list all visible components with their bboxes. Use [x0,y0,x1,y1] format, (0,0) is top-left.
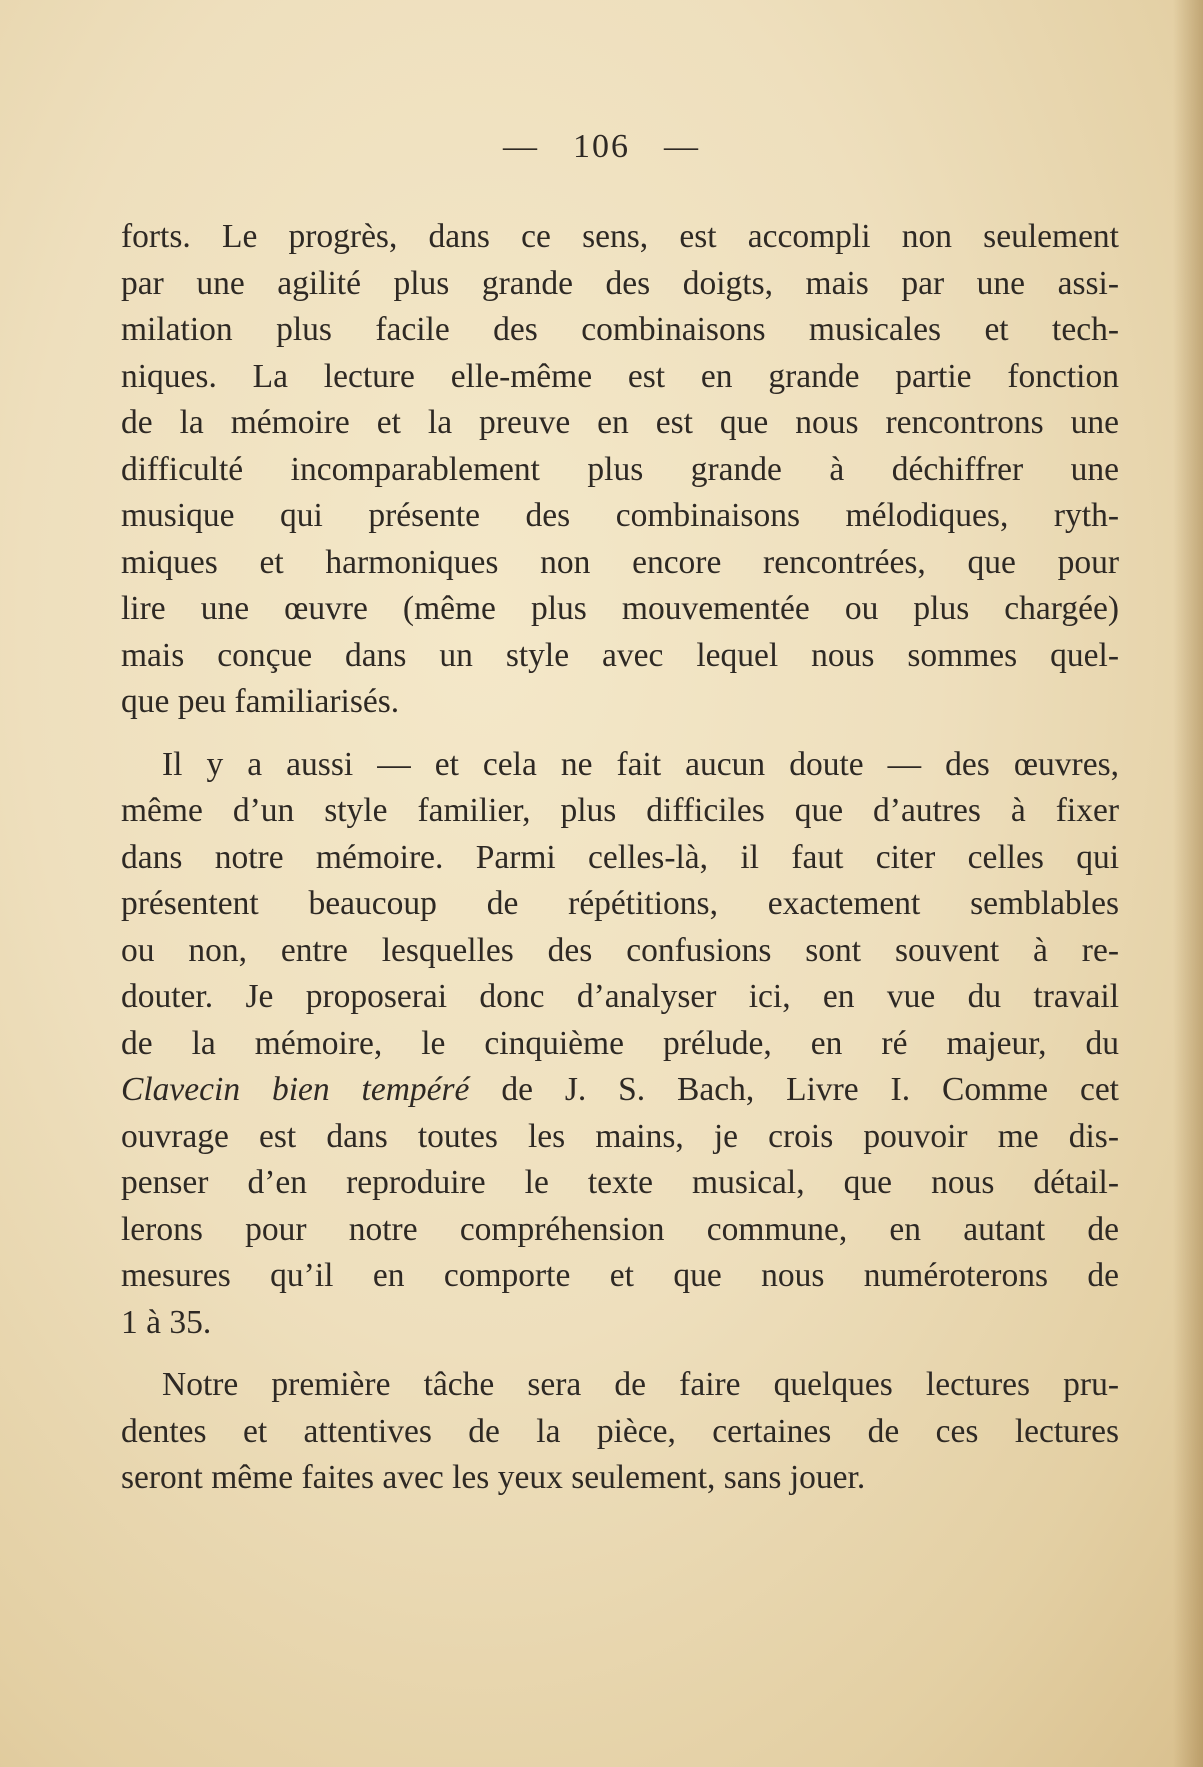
book-title: Clavecin bien tempéré [121,1071,470,1108]
text-line: douter. Je proposerai donc d’analyser ici, en vue du travail [121,978,1119,1015]
text-line: milation plus facile des combinaisons musicales et tech- [121,311,1119,348]
text-line: Il y a aussi — et cela ne fait aucun doute — des œuvres, [162,745,1119,783]
text-line: même d’un style familier, plus difficiles que d’autres à fixer [121,792,1119,829]
text-line: musique qui présente des combinaisons mélodiques, ryth- [121,497,1119,534]
paragraph-1 [121,214,1119,726]
text-line: lerons pour notre compréhension commune, en autant de [121,1210,1119,1248]
text-line: présentent beaucoup de répétitions, exactement semblables [121,885,1119,922]
text-line: difficulté incomparablement plus grande à déchiffrer une [121,450,1119,488]
text-line: ouvrage est dans toutes les mains, je crois pouvoir me dis- [121,1117,1119,1155]
page-edge-shadow [1173,0,1203,1767]
paragraph-spacer [121,1346,1119,1362]
text-line: lire une œuvre (même plus mouvementée ou plus chargée) [121,590,1119,627]
text-line: niques. La lecture elle-même est en grande partie fonction [121,357,1119,395]
text-line: miques et harmoniques non encore rencontrées, que pour [121,543,1119,581]
text-line: forts. Le progrès, dans ce sens, est accompli non seulement [121,218,1119,255]
paragraph-2 [121,742,1119,1347]
text-line: penser d’en reproduire le texte musical, que nous détail- [121,1164,1119,1201]
paragraph-3 [121,1362,1119,1502]
page-header [0,128,1203,166]
text-line: seront même faites avec les yeux seulement, sans jouer. [121,1459,866,1496]
text-segment: de J. S. Bach, Livre I. Comme cet [469,1071,1119,1108]
text-line: dentes et attentives de la pièce, certaines de ces lectures [121,1412,1119,1450]
text-line: de la mémoire et la preuve en est que nous rencontrons une [121,404,1119,441]
text-line: mais conçue dans un style avec lequel nous sommes quel- [121,636,1119,674]
paragraph-spacer [121,726,1119,742]
header-dash-left: — [503,128,539,165]
header-dash-right: — [664,128,700,165]
text-line: 1 à 35. [121,1303,212,1341]
page-number: 106 [573,128,630,165]
text-line: par une agilité plus grande des doigts, mais par une assi- [121,264,1119,302]
text-line-with-title [121,1067,1119,1114]
text-line: Notre première tâche sera de faire quelques lectures pru- [162,1366,1119,1403]
text-line: que peu familiarisés. [121,683,400,720]
text-line: dans notre mémoire. Parmi celles-là, il faut citer celles qui [121,838,1119,876]
text-line: de la mémoire, le cinquième prélude, en ré majeur, du [121,1024,1119,1062]
body-text [121,214,1119,1502]
text-line: ou non, entre lesquelles des confusions sont souvent à re- [121,931,1119,969]
text-line: mesures qu’il en comporte et que nous numéroterons de [121,1257,1119,1294]
